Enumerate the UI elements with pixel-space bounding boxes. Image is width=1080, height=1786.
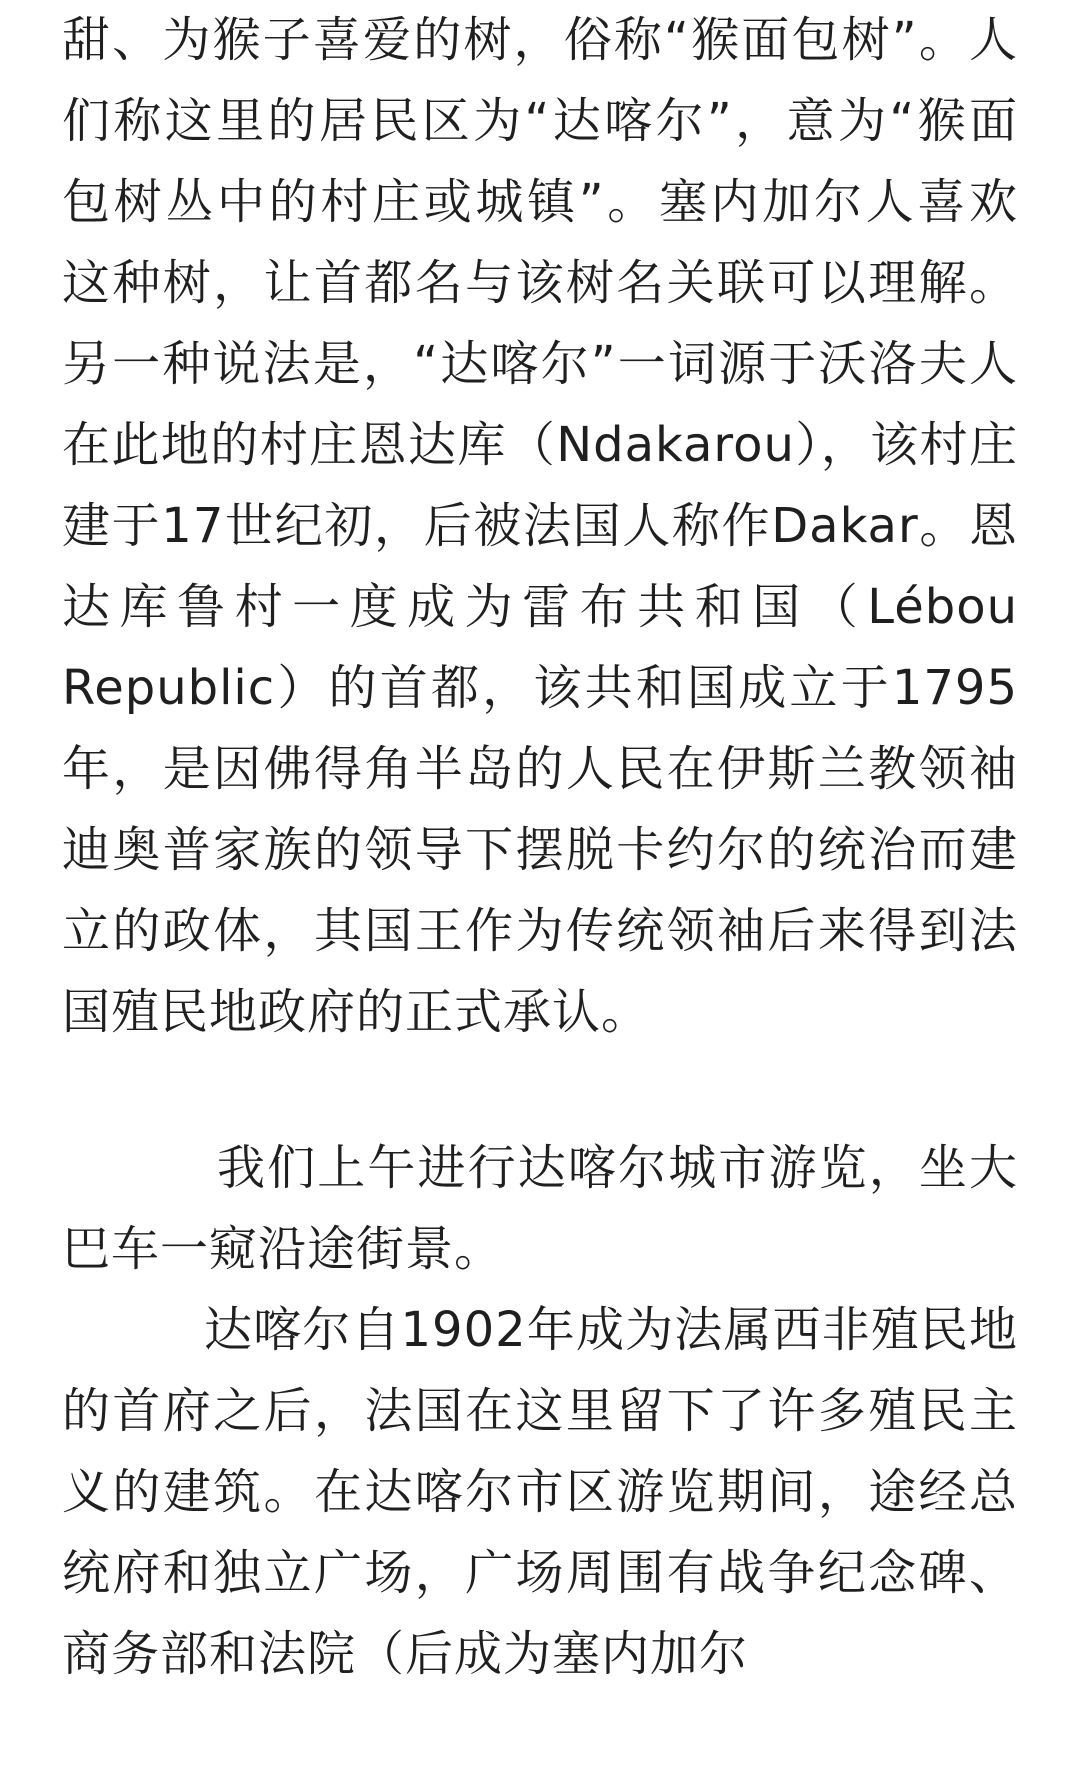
paragraph-city-tour: 我们上午进行达喀尔城市游览，坐大巴车一窥沿途街景。 — [62, 1140, 1018, 1277]
paragraph-baobab-dakar-origin: 甜、为猴子喜爱的树，俗称“猴面包树”。人们称这里的居民区为“达喀尔”，意为“猴面包树丛中的村庄或城镇”。塞内加尔人喜欢这种树，让首都名与该树名关联可以理解。另一种说法是，“达喀尔”一词源于沃洛夫人在此地的村庄恩达库（Ndakarou），该村庄建于17世纪初，后被法国人称作Dakar。恩达库鲁村一度成为雷布共和国（Lébou Republic）的首都，该共和国成立于1795年，是因佛得角半岛的人民在伊斯兰教领袖迪奥普家族的领导下摆脱卡约尔的统治而建立的政体，其国王作为传统领袖后来得到法国殖民地政府的正式承认。 — [62, 12, 1018, 1040]
paragraph-colonial-architecture: 达喀尔自1902年成为法属西非殖民地的首府之后，法国在这里留下了许多殖民主义的建筑。在达喀尔市区游览期间，途经总统府和独立广场，广场周围有战争纪念碑、商务部和法院（后成为塞内加尔 — [62, 1302, 1018, 1682]
article-body — [62, 0, 1018, 1695]
